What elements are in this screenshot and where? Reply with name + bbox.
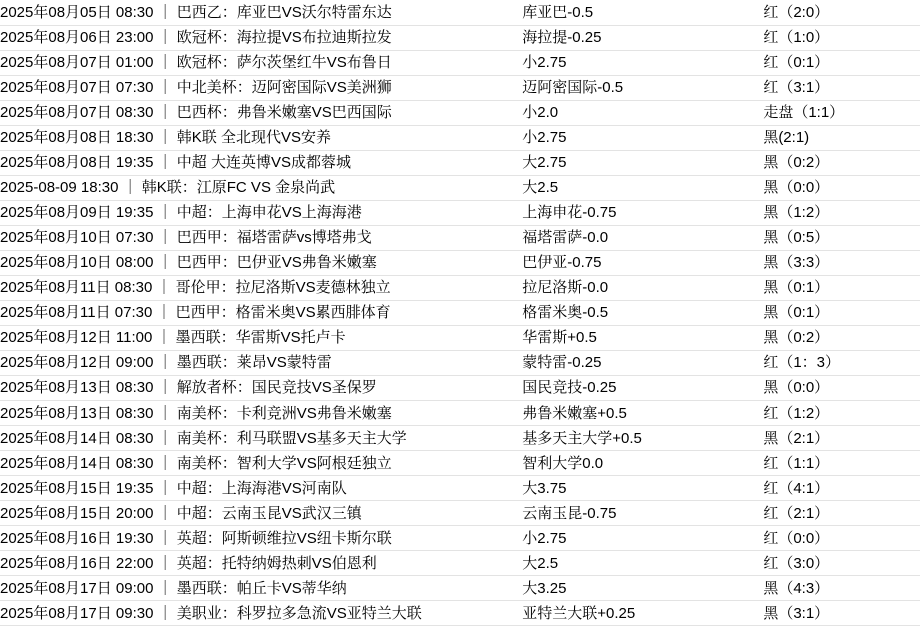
table-row[interactable] xyxy=(0,225,920,250)
match-cell: 2025年08月11日 07:30 ｜ 巴西甲：格雷米奥VS累西腓体育 xyxy=(0,300,522,325)
table-row[interactable] xyxy=(0,250,920,275)
result-cell: 红（0:1） xyxy=(763,50,920,75)
result-cell: 红（1:1） xyxy=(763,451,920,476)
match-cell: 2025年08月13日 08:30 ｜ 南美杯：卡利竞洲VS弗鲁米嫩塞 xyxy=(0,401,522,426)
result-cell: 黑（3:1） xyxy=(763,601,920,626)
result-cell: 黑（0:0） xyxy=(763,375,920,400)
match-cell: 2025年08月06日 23:00 ｜ 欧冠杯：海拉提VS布拉迪斯拉发 xyxy=(0,25,522,50)
match-cell: 2025年08月12日 11:00 ｜ 墨西联：华雷斯VS托卢卡 xyxy=(0,325,522,350)
table-row[interactable] xyxy=(0,75,920,100)
result-cell: 黑（0:1） xyxy=(763,275,920,300)
match-cell: 2025年08月14日 08:30 ｜ 南美杯：利马联盟VS基多天主大学 xyxy=(0,426,522,451)
match-cell: 2025年08月17日 09:30 ｜ 美职业：科罗拉多急流VS亚特兰大联 xyxy=(0,601,522,626)
table-row[interactable] xyxy=(0,350,920,375)
pick-cell: 小2.0 xyxy=(522,100,763,125)
table-row[interactable] xyxy=(0,200,920,225)
pick-cell: 大3.25 xyxy=(522,576,763,601)
match-cell: 2025年08月05日 08:30 ｜ 巴西乙：库亚巴VS沃尔特雷东达 xyxy=(0,0,522,25)
result-cell: 黑（1:2） xyxy=(763,200,920,225)
pick-cell: 智利大学0.0 xyxy=(522,451,763,476)
match-cell: 2025年08月10日 07:30 ｜ 巴西甲：福塔雷萨vs博塔弗戈 xyxy=(0,225,522,250)
result-cell: 黑（0:0） xyxy=(763,175,920,200)
match-cell: 2025年08月15日 19:35 ｜ 中超：上海海港VS河南队 xyxy=(0,476,522,501)
match-cell: 2025年08月13日 08:30 ｜ 解放者杯：国民竞技VS圣保罗 xyxy=(0,375,522,400)
table-row[interactable] xyxy=(0,175,920,200)
match-cell: 2025年08月07日 07:30 ｜ 中北美杯：迈阿密国际VS美洲狮 xyxy=(0,75,522,100)
match-cell: 2025年08月15日 20:00 ｜ 中超：云南玉昆VS武汉三镇 xyxy=(0,501,522,526)
pick-cell: 亚特兰大联+0.25 xyxy=(522,601,763,626)
result-cell: 黑（0:2） xyxy=(763,150,920,175)
pick-cell: 巴伊亚-0.75 xyxy=(522,250,763,275)
table-row[interactable] xyxy=(0,150,920,175)
table-row[interactable] xyxy=(0,375,920,400)
table-row[interactable] xyxy=(0,401,920,426)
pick-cell: 上海申花-0.75 xyxy=(522,200,763,225)
pick-cell: 海拉提-0.25 xyxy=(522,25,763,50)
pick-cell: 大2.5 xyxy=(522,551,763,576)
pick-cell: 库亚巴-0.5 xyxy=(522,0,763,25)
result-cell: 黑（2:1） xyxy=(763,426,920,451)
result-cell: 红（1：3） xyxy=(763,350,920,375)
pick-cell: 福塔雷萨-0.0 xyxy=(522,225,763,250)
result-cell: 红（3:0） xyxy=(763,551,920,576)
match-cell: 2025年08月07日 01:00 ｜ 欧冠杯：萨尔茨堡红牛VS布鲁日 xyxy=(0,50,522,75)
pick-cell: 国民竞技-0.25 xyxy=(522,375,763,400)
result-cell: 黑（4:3） xyxy=(763,576,920,601)
pick-cell: 小2.75 xyxy=(522,526,763,551)
pick-cell: 大2.75 xyxy=(522,150,763,175)
pick-cell: 蒙特雷-0.25 xyxy=(522,350,763,375)
match-cell: 2025年08月09日 19:35 ｜ 中超：上海申花VS上海海港 xyxy=(0,200,522,225)
match-cell: 2025年08月10日 08:00 ｜ 巴西甲：巴伊亚VS弗鲁米嫩塞 xyxy=(0,250,522,275)
result-cell: 红（3:1） xyxy=(763,75,920,100)
pick-cell: 迈阿密国际-0.5 xyxy=(522,75,763,100)
table-row[interactable] xyxy=(0,551,920,576)
table-row[interactable] xyxy=(0,325,920,350)
result-cell: 红（0:0） xyxy=(763,526,920,551)
table-row[interactable] xyxy=(0,25,920,50)
match-cell: 2025年08月17日 09:00 ｜ 墨西联：帕丘卡VS蒂华纳 xyxy=(0,576,522,601)
pick-cell: 弗鲁米嫩塞+0.5 xyxy=(522,401,763,426)
table-row[interactable] xyxy=(0,0,920,25)
result-cell: 红（2:1） xyxy=(763,501,920,526)
result-cell: 走盘（1:1） xyxy=(763,100,920,125)
table-row[interactable] xyxy=(0,300,920,325)
match-cell: 2025年08月07日 08:30 ｜ 巴西杯：弗鲁米嫩塞VS巴西国际 xyxy=(0,100,522,125)
match-cell: 2025年08月16日 19:30 ｜ 英超：阿斯顿维拉VS纽卡斯尔联 xyxy=(0,526,522,551)
pick-cell: 大3.75 xyxy=(522,476,763,501)
table-row[interactable] xyxy=(0,476,920,501)
pick-cell: 华雷斯+0.5 xyxy=(522,325,763,350)
table-row[interactable] xyxy=(0,275,920,300)
match-cell: 2025年08月12日 09:00 ｜ 墨西联：莱昂VS蒙特雷 xyxy=(0,350,522,375)
table-row[interactable] xyxy=(0,451,920,476)
table-row[interactable] xyxy=(0,576,920,601)
match-cell: 2025年08月08日 18:30 ｜ 韩K联 全北现代VS安养 xyxy=(0,125,522,150)
pick-cell: 基多天主大学+0.5 xyxy=(522,426,763,451)
table-row[interactable] xyxy=(0,601,920,626)
pick-cell: 大2.5 xyxy=(522,175,763,200)
pick-cell: 格雷米奥-0.5 xyxy=(522,300,763,325)
result-cell: 黑（0:2） xyxy=(763,325,920,350)
table-row[interactable] xyxy=(0,501,920,526)
table-row[interactable] xyxy=(0,50,920,75)
result-cell: 红（2:0） xyxy=(763,0,920,25)
pick-cell: 云南玉昆-0.75 xyxy=(522,501,763,526)
result-cell: 黑（0:5） xyxy=(763,225,920,250)
pick-cell: 小2.75 xyxy=(522,125,763,150)
table-row[interactable] xyxy=(0,125,920,150)
table-row[interactable] xyxy=(0,526,920,551)
result-cell: 红（1:2） xyxy=(763,401,920,426)
table-row[interactable] xyxy=(0,426,920,451)
result-cell: 黑（3:3） xyxy=(763,250,920,275)
pick-cell: 拉尼洛斯-0.0 xyxy=(522,275,763,300)
table-row[interactable] xyxy=(0,100,920,125)
result-cell: 红（4:1） xyxy=(763,476,920,501)
match-cell: 2025年08月14日 08:30 ｜ 南美杯：智利大学VS阿根廷独立 xyxy=(0,451,522,476)
match-cell: 2025年08月08日 19:35 ｜ 中超 大连英博VS成都蓉城 xyxy=(0,150,522,175)
match-cell: 2025-08-09 18:30 ｜ 韩K联：江原FC VS 金泉尚武 xyxy=(0,175,522,200)
match-cell: 2025年08月11日 08:30 ｜ 哥伦甲：拉尼洛斯VS麦德林独立 xyxy=(0,275,522,300)
result-cell: 黑（0:1） xyxy=(763,300,920,325)
pick-cell: 小2.75 xyxy=(522,50,763,75)
result-cell: 黑(2:1) xyxy=(763,125,920,150)
result-cell: 红（1:0） xyxy=(763,25,920,50)
match-cell: 2025年08月16日 22:00 ｜ 英超：托特纳姆热刺VS伯恩利 xyxy=(0,551,522,576)
